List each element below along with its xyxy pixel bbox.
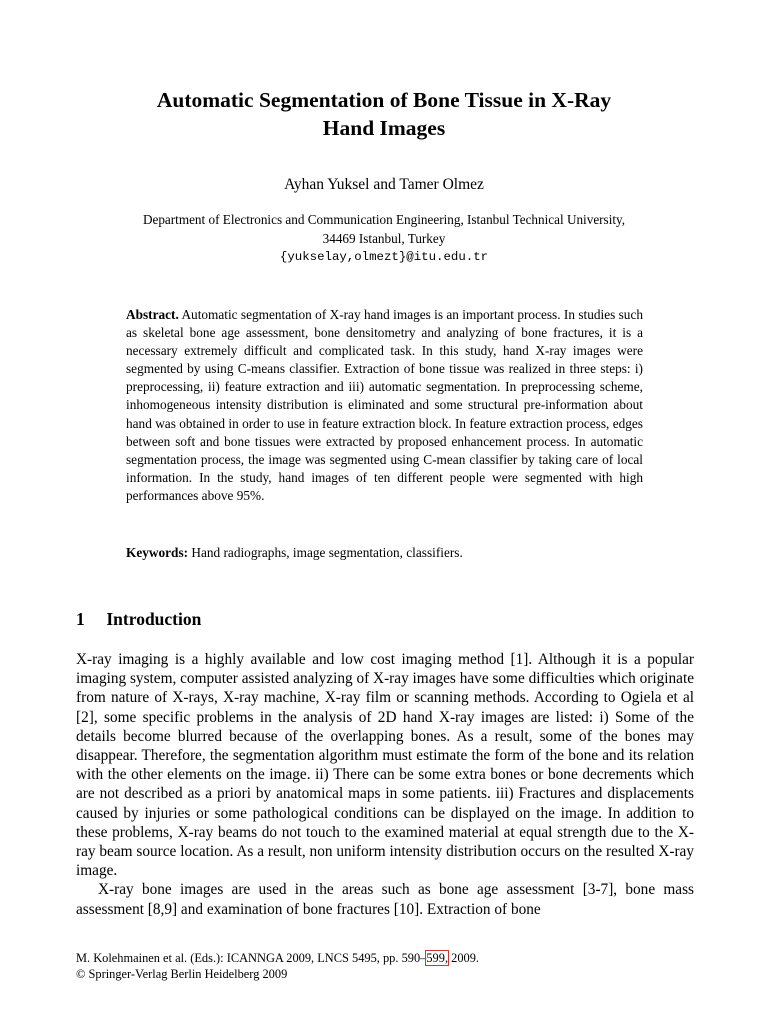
affiliation: [0, 210, 768, 267]
section-body: [76, 650, 694, 919]
keywords-text: Hand radiographs, image segmentation, classifiers.: [191, 545, 463, 560]
citation-prefix: M. Kolehmainen et al. (Eds.): ICANNGA 2009, LNCS 5495, pp. 590–: [76, 951, 427, 965]
affiliation-line-2: 34469 Istanbul, Turkey: [322, 231, 446, 246]
abstract: [126, 306, 643, 505]
page-range-link[interactable]: 599,: [426, 951, 449, 965]
title-line-1: Automatic Segmentation of Bone Tissue in X-Ray: [156, 88, 612, 112]
keywords-label: Keywords:: [126, 545, 189, 560]
paragraph-1: X-ray imaging is a highly available and low cost imaging method [1]. Although it is a popular imaging system, computer assisted analyzing of X-ray images have some difficulties which originate from nature of X-rays, X-ray machine, X-ray film or scanning methods. According to Ogiela et al [2], some specific problems in the analysis of 2D hand X-ray images are listed: i) Some of the details become blurred because of the overlapping bones. As a result, some of the bones may disappear. Therefore, the segmentation algorithm must estimate the form of the bone and its relation with the other elements on the image. ii) There can be some extra bones or bone decrements which are not described as a priori by anatomical maps in some patients. iii) Fractures and displacements caused by injuries or some pathological conditions can be displayed on the image. In addition to these problems, X-ray beams do not touch to the examined material at equal strength due to the X-ray beam source location. As a result, non uniform intensity distribution occurs on the resulted X-ray image.: [76, 651, 694, 880]
section-title: Introduction: [106, 609, 202, 629]
citation-line: [76, 950, 696, 966]
keywords: [126, 544, 643, 562]
section-number: 1: [76, 609, 85, 629]
section-heading: [76, 609, 696, 630]
footer: [76, 950, 696, 982]
page-title: [0, 86, 768, 142]
author-emails: {yukselay,olmezt}@itu.edu.tr: [279, 250, 489, 264]
abstract-label: Abstract.: [126, 307, 179, 322]
citation-suffix: 2009.: [448, 951, 480, 965]
abstract-text: Automatic segmentation of X-ray hand images is an important process. In studies such as skeletal bone age assessment, bone densitometry and analyzing of bone fractures, it is a necessary extremely difficult and complicated task. In this study, hand X-ray images were segmented by using C-means classifier. Extraction of bone tissue was realized in three steps: i) preprocessing, ii) feature extraction and iii) automatic segmentation. In preprocessing scheme, inhomogeneous intensity distribution is eliminated and some structural pre-information about hand was obtained in order to use in feature extraction block. In feature extraction process, edges between soft and bone tissues were extracted by proposed enhancement process. In automatic segmentation process, the image was segmented using C-mean classifier by taking care of local information. In the study, hand images of ten different people were segmented with high performances above 95%.: [126, 307, 643, 503]
copyright: © Springer-Verlag Berlin Heidelberg 2009: [76, 967, 288, 981]
authors: Ayhan Yuksel and Tamer Olmez: [284, 176, 484, 193]
paragraph-2: X-ray bone images are used in the areas such as bone age assessment [3-7], bone mass assessment [8,9] and examination of bone fractures [10]. Extraction of bone: [76, 881, 694, 918]
affiliation-line-1: Department of Electronics and Communication Engineering, Istanbul Technical University,: [142, 212, 626, 227]
title-line-2: Hand Images: [322, 116, 446, 140]
